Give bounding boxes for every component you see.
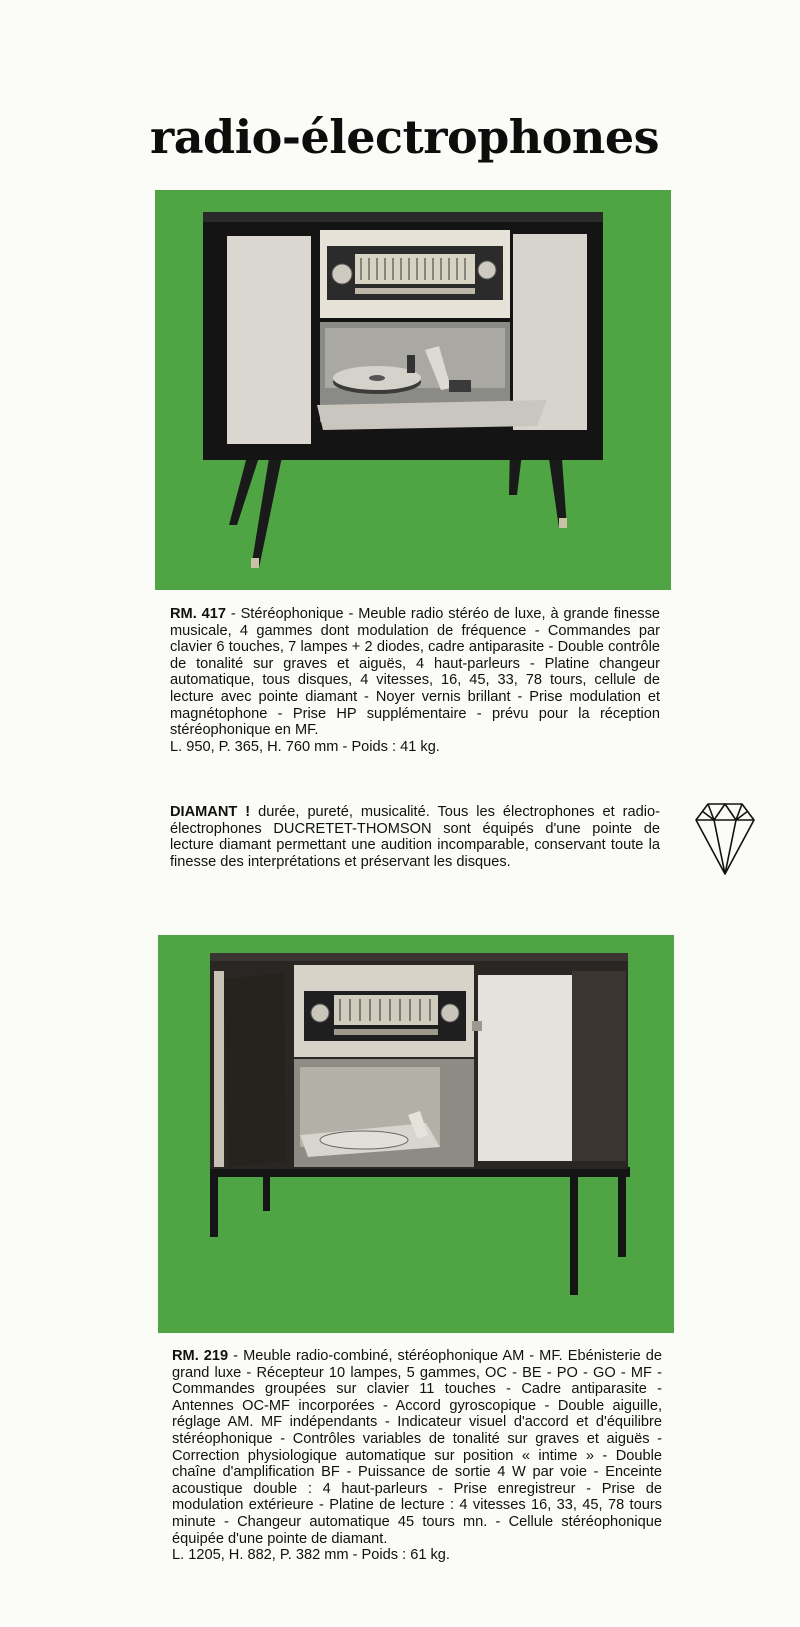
product-model: RM. 219	[172, 1348, 229, 1364]
product-photo-rm219	[158, 935, 674, 1333]
diamant-lead: DIAMANT !	[170, 804, 251, 820]
product-model: RM. 417	[170, 606, 226, 622]
separator: -	[228, 1348, 244, 1364]
diamant-text: durée, pureté, musicalité. Tous les électrophones et radio-électrophones DUCRETET-THOMSON sont équipés d'une pointe de lecture diamant permettant une audition incomparable, conservant toute la finesse des interprétations et préservant les disques.	[170, 804, 660, 870]
product-dimensions: L. 950, P. 365, H. 760 mm - Poids : 41 kg.	[170, 738, 440, 755]
radio-cabinet-illustration	[158, 935, 674, 1333]
separator: -	[225, 606, 241, 622]
product-description-rm219	[172, 1348, 662, 1564]
product-description-rm417	[170, 606, 660, 755]
product-dimensions: L. 1205, H. 882, P. 382 mm - Poids : 61 kg.	[172, 1547, 450, 1564]
diamant-paragraph	[170, 804, 660, 870]
page-title: radio-électrophones	[150, 110, 660, 164]
product-details: Meuble radio-combiné, stéréophonique AM - MF. Ebénisterie de grand luxe - Récepteur 10 lampes, 5 gammes, OC - BE - PO - GO - MF - Commandes groupées sur clavier 11 touches - Cadre antiparasite - Antennes OC-MF incorporées - Accord gyroscopique - Double aiguille, réglage AM. MF indépendants - Indicateur visuel d'accord et d'équilibre stéréophonique - Contrôles variables de tonalité sur graves et aiguës - Correction physiologique automatique sur position « intime » - Double chaîne d'amplification BF - Puissance de sortie 4 W par voie - Enceinte acoustique double : 4 haut-parleurs - Prise enregistreur - Prise de modulation extérieure - Platine de lecture : 4 vitesses 16, 33, 45, 78 tours minute - Changeur automatique 45 tours mn. - Cellule stéréophonique équipée d'une pointe de diamant.	[172, 1348, 663, 1547]
radio-cabinet-illustration	[155, 190, 671, 590]
diamond-icon	[694, 800, 756, 876]
product-details: Stéréophonique - Meuble radio stéréo de luxe, à grande finesse musicale, 4 gammes dont modulation de fréquence - Commandes par clavier 6 touches, 7 lampes + 2 diodes, cadre antiparasite - Double contrôle de tonalité sur graves et aiguës, 4 haut-parleurs - Platine changeur automatique, tous disques, 4 vitesses, 16, 45, 33, 78 tours, cellule de lecture avec pointe diamant - Noyer vernis brillant - Prise modulation et magnétophone - Prise HP supplémentaire - prévu pour la réception stéréophonique en MF.	[170, 606, 660, 739]
product-photo-rm417	[155, 190, 671, 590]
